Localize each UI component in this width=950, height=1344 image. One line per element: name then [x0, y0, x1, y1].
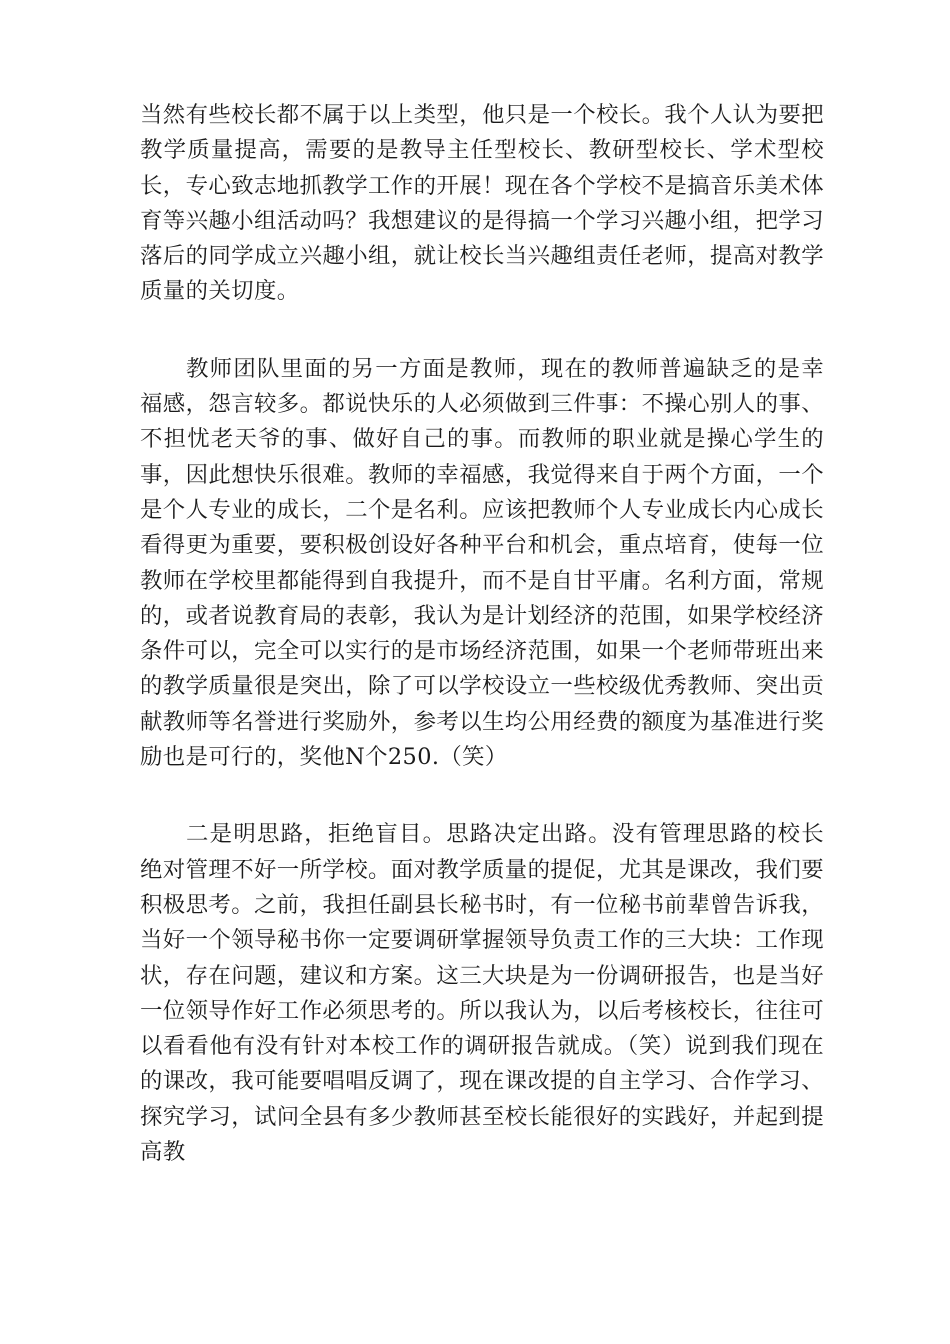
paragraph-2: 教师团队里面的另一方面是教师，现在的教师普遍缺乏的是幸福感，怨言较多。都说快乐的人必须做到三件事：不操心别人的事、不担忧老天爷的事、做好自己的事。而教师的职业就是操心学生的事，因此想快乐很难。教师的幸福感，我觉得来自于两个方面，一个是个人专业的成长，二个是名利。应该把教师个人专业成长内心成长看得更为重要，要积极创设好各种平台和机会，重点培育，使每一位教师在学校里都能得到自我提升，而不是自甘平庸。名利方面，常规的，或者说教育局的表彰，我认为是计划经济的范围，如果学校经济条件可以，完全可以实行的是市场经济范围，如果一个老师带班出来的教学质量很是突出，除了可以学校设立一些校级优秀教师、突出贡献教师等名誉进行奖励外，参考以生均公用经费的额度为基准进行奖励也是可行的，奖他N个250.（笑） — [140, 355, 824, 771]
document-body — [140, 98, 824, 1170]
paragraph-gap — [140, 310, 824, 352]
paragraph-gap — [140, 775, 824, 817]
paragraph-3: 二是明思路，拒绝盲目。思路决定出路。没有管理思路的校长绝对管理不好一所学校。面对教学质量的提促，尤其是课改，我们要积极思考。之前，我担任副县长秘书时，有一位秘书前辈曾告诉我，当好一个领导秘书你一定要调研掌握领导负责工作的三大块：工作现状，存在问题，建议和方案。这三大块是为一份调研报告，也是当好一位领导作好工作必须思考的。所以我认为，以后考核校长，往往可以看看他有没有针对本校工作的调研报告就成。（笑）说到我们现在的课改，我可能要唱唱反调了，现在课改提的自主学习、合作学习、探究学习，试问全县有多少教师甚至校长能很好的实践好，并起到提高教 — [140, 821, 824, 1166]
paragraph-1: 当然有些校长都不属于以上类型，他只是一个校长。我个人认为要把教学质量提高，需要的是教导主任型校长、教研型校长、学术型校长，专心致志地抓教学工作的开展！现在各个学校不是搞音乐美术体育等兴趣小组活动吗？我想建议的是得搞一个学习兴趣小组，把学习落后的同学成立兴趣小组，就让校长当兴趣组责任老师，提高对教学质量的关切度。 — [140, 102, 824, 305]
